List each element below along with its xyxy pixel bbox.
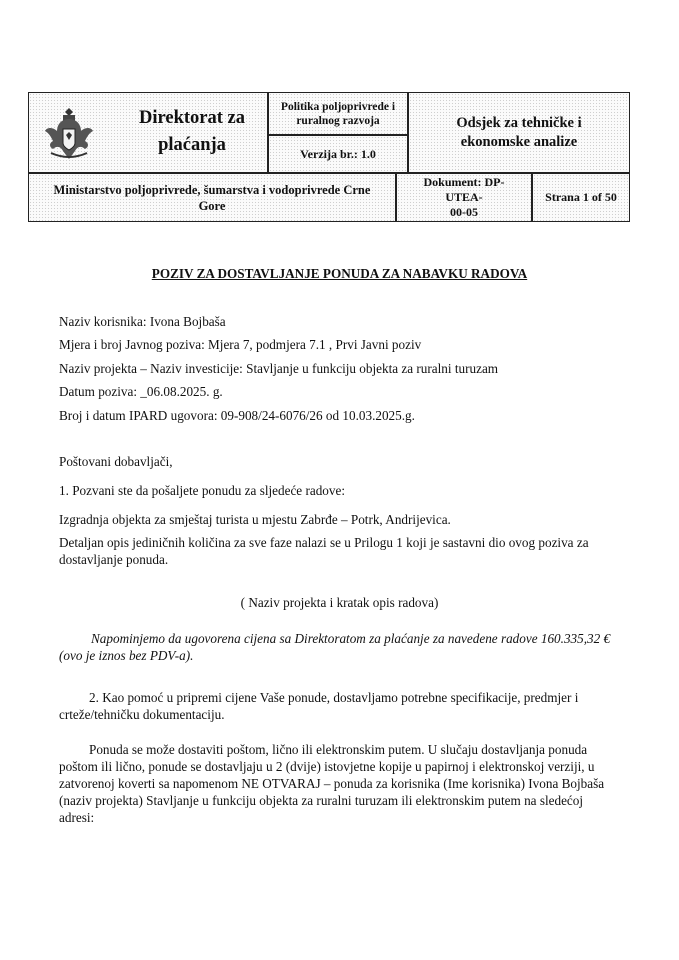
ipard-ugovor: Broj i datum IPARD ugovora: 09-908/24-6076/26 od 10.03.2025.g. — [59, 408, 415, 423]
mjera-line: Mjera i broj Javnog poziva: Mjera 7, podmjera 7.1 , Prvi Javni poziv — [59, 337, 422, 352]
ponuda-line1: Ponuda se može dostaviti poštom, lično ili elektronskim putem. U slučaju dostavljanja ponuda — [89, 742, 588, 757]
naziv-placeholder: ( Naziv projekta i kratak opis radova) — [240, 595, 439, 610]
ponuda-line5: adresi: — [59, 810, 95, 825]
dokument-line1: Dokument: DP-UTEA- — [423, 175, 505, 204]
ministarstvo-line1: Ministarstvo poljoprivrede, šumarstva i vodoprivrede Crne — [53, 182, 371, 197]
page-number: Strana 1 of 50 — [545, 190, 617, 204]
izgradnja-line: Izgradnja objekta za smještaj turista u mjestu Zabrđe – Potrk, Andrijevica. — [59, 512, 451, 527]
politika-line1: Politika poljoprivrede i — [280, 100, 396, 113]
document-title: POZIV ZA DOSTAVLJANJE PONUDA ZA NABAVKU RADOVA — [151, 266, 528, 281]
datum-poziva: Datum poziva: _06.08.2025. g. — [59, 384, 223, 399]
napominjemo-line2: (ovo je iznos bez PDV-a). — [59, 648, 194, 663]
detaljan-line1: Detaljan opis jediničnih količina za sve faze nalazi se u Prilogu 1 koji je sastavni dio ovog poziva za — [59, 535, 589, 550]
naziv-korisnika: Naziv korisnika: Ivona Bojbaša — [59, 314, 226, 329]
version-label: Verzija br.: 1.0 — [300, 146, 376, 161]
odsjek-line2: ekonomske analize — [460, 133, 578, 150]
salutation: Poštovani dobavljači, — [59, 454, 173, 469]
ministarstvo-line2: Gore — [198, 198, 226, 213]
dokument-line2: 00-05 — [450, 205, 478, 219]
point-2-line2: crteže/tehničku dokumentaciju. — [59, 707, 225, 722]
point-1: 1. Pozvani ste da pošaljete ponudu za sljedeće radove: — [59, 483, 345, 498]
napominjemo-line1: Napominjemo da ugovorena cijena sa Direktoratom za plaćanje za navedene radove 160.335,32 € — [91, 631, 611, 646]
directorate-title-line1: Direktorat za — [139, 108, 245, 128]
politika-line2: ruralnog razvoja — [296, 114, 380, 127]
point-2-line1: 2. Kao pomoć u pripremi cijene Vaše ponude, dostavljamo potrebne specifikacije, predmjer i — [89, 690, 579, 705]
odsjek-line1: Odsjek za tehničke i — [456, 114, 582, 131]
ponuda-line4: (naziv projekta) Stavljanje u funkciju objekta za ruralni turuzam ili elektronskim putem na sledećoj — [59, 793, 584, 808]
detaljan-line2: dostavljanje ponuda. — [59, 552, 169, 567]
directorate-title-line2: plaćanja — [158, 135, 226, 155]
ponuda-line2: poštom ili lično, ponude se dostavljaju u 2 (dvije) istovjetne kopije u papirnoj i elektronskoj verziji, u — [59, 759, 595, 774]
ponuda-line3: zatvorenoj koverti sa napomenom NE OTVARAJ – ponuda za korisnika (Ime korisnika) Ivona Bojbaša — [59, 776, 605, 791]
naziv-projekta: Naziv projekta – Naziv investicije: Stavljanje u funkciju objekta za ruralni turuzam — [59, 361, 499, 376]
header-border — [28, 92, 630, 222]
